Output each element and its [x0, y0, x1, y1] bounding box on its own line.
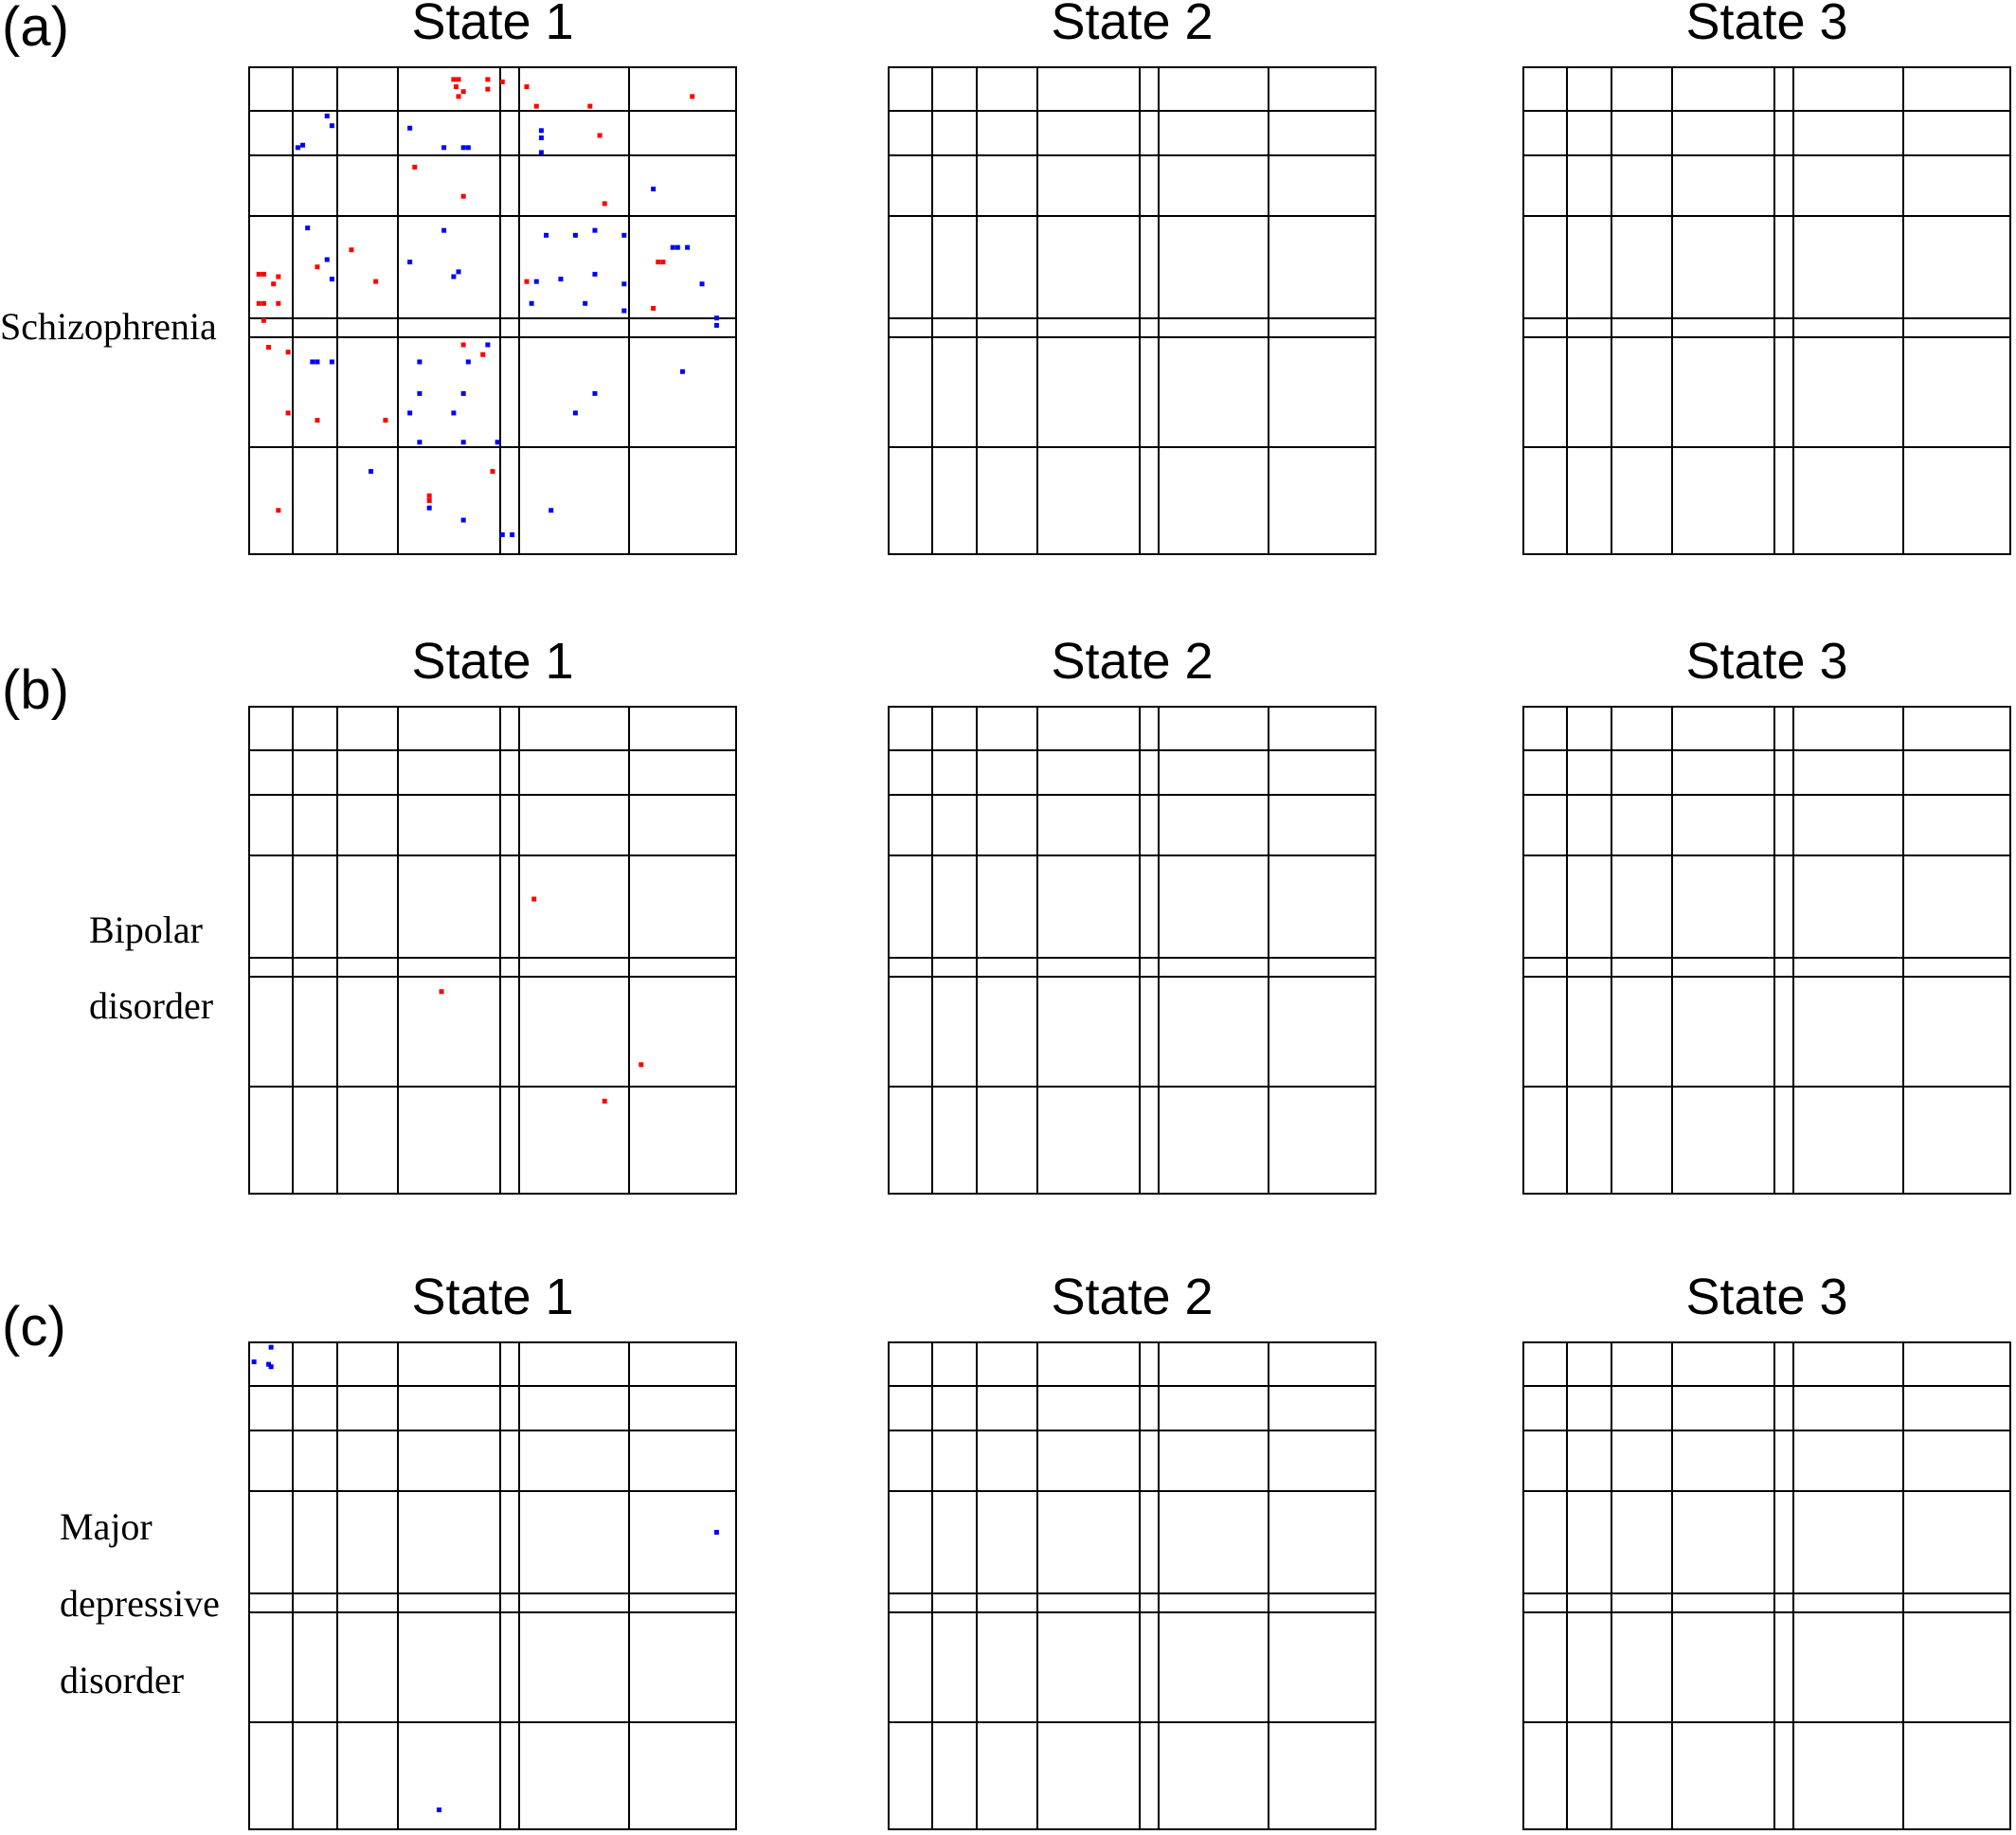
positive-connection-cell [276, 301, 280, 306]
positive-connection-cell [349, 247, 353, 252]
negative-connection-cell [671, 245, 675, 250]
positive-connection-cell [587, 104, 592, 109]
negative-connection-cell [310, 359, 315, 364]
row-label-line: disorder [89, 984, 214, 1027]
row-label-line: Major [60, 1505, 153, 1548]
negative-connection-cell [592, 228, 597, 233]
negative-connection-cell [369, 469, 373, 474]
positive-connection-cell [531, 897, 536, 902]
negative-connection-cell [685, 245, 690, 250]
positive-connection-cell [315, 418, 319, 423]
positive-connection-cell [485, 87, 490, 92]
negative-connection-cell [451, 410, 456, 415]
negative-connection-cell [510, 532, 514, 537]
panel-row-3 [2, 1268, 2010, 1829]
negative-connection-cell [269, 1364, 274, 1369]
state-title: State 2 [1051, 0, 1214, 50]
row-label-line: disorder [60, 1659, 185, 1701]
negative-connection-cell [539, 128, 544, 133]
negative-connection-cell [269, 1345, 274, 1350]
positive-connection-cell [651, 306, 656, 311]
negative-connection-cell [325, 114, 330, 118]
positive-connection-cell [427, 494, 432, 498]
state-matrix [1523, 1268, 2010, 1829]
positive-connection-cell [500, 80, 505, 84]
negative-connection-cell [417, 391, 422, 396]
negative-connection-cell [700, 281, 705, 286]
positive-connection-cell [603, 1099, 607, 1104]
positive-connection-cell [656, 260, 660, 264]
positive-connection-cell [257, 301, 261, 306]
negative-connection-cell [300, 143, 305, 148]
negative-connection-cell [437, 1808, 441, 1812]
state-matrix [249, 0, 736, 554]
negative-connection-cell [549, 508, 553, 513]
positive-connection-cell [440, 989, 444, 994]
negative-connection-cell [315, 359, 319, 364]
panel-letter: (b) [2, 659, 69, 721]
row-label-line: depressive [60, 1582, 220, 1625]
state-title: State 2 [1051, 633, 1214, 690]
negative-connection-cell [451, 275, 456, 279]
negative-connection-cell [252, 1359, 257, 1364]
negative-connection-cell [621, 281, 626, 286]
negative-connection-cell [621, 309, 626, 314]
negative-connection-cell [485, 342, 490, 347]
positive-connection-cell [480, 352, 485, 357]
positive-connection-cell [457, 77, 461, 81]
state-matrix [889, 1268, 1376, 1829]
negative-connection-cell [441, 145, 446, 150]
negative-connection-cell [680, 369, 685, 374]
state-matrix [249, 633, 736, 1194]
positive-connection-cell [524, 84, 529, 89]
matrix-frame [249, 707, 736, 1194]
negative-connection-cell [330, 277, 334, 281]
panel-row-1 [0, 0, 2010, 554]
matrix-frame [889, 707, 1376, 1194]
negative-connection-cell [714, 1530, 719, 1535]
negative-connection-cell [466, 359, 471, 364]
negative-connection-cell [583, 301, 587, 306]
positive-connection-cell [315, 264, 319, 269]
negative-connection-cell [330, 123, 334, 128]
matrix-frame [249, 1342, 736, 1829]
negative-connection-cell [461, 145, 466, 150]
negative-connection-cell [461, 440, 466, 444]
matrix-frame [249, 67, 736, 554]
positive-connection-cell [373, 279, 378, 284]
positive-connection-cell [257, 272, 261, 277]
negative-connection-cell [305, 225, 310, 230]
negative-connection-cell [534, 279, 539, 284]
negative-connection-cell [675, 245, 680, 250]
negative-connection-cell [427, 506, 432, 511]
row-label-line: Schizophrenia [0, 305, 217, 348]
negative-connection-cell [441, 228, 446, 233]
state-title: State 3 [1685, 1268, 1848, 1325]
negative-connection-cell [621, 233, 626, 238]
positive-connection-cell [261, 272, 266, 277]
negative-connection-cell [558, 277, 563, 281]
positive-connection-cell [461, 342, 466, 347]
negative-connection-cell [651, 187, 656, 191]
positive-connection-cell [286, 350, 291, 354]
positive-connection-cell [485, 77, 490, 81]
positive-connection-cell [276, 275, 280, 279]
state-title: State 1 [411, 1268, 574, 1325]
panel-row-2 [2, 633, 2010, 1194]
row-label-line: Bipolar [89, 909, 203, 951]
state-matrix [889, 633, 1376, 1194]
negative-connection-cell [457, 269, 461, 274]
positive-connection-cell [427, 498, 432, 503]
positive-connection-cell [271, 281, 276, 286]
state-matrix [1523, 0, 2010, 554]
positive-connection-cell [261, 301, 266, 306]
matrix-frame [1523, 1342, 2010, 1829]
positive-connection-cell [660, 260, 665, 264]
positive-connection-cell [603, 201, 607, 206]
positive-connection-cell [286, 410, 291, 415]
negative-connection-cell [407, 260, 412, 264]
positive-connection-cell [524, 279, 529, 284]
panel-letter: (c) [2, 1296, 66, 1358]
positive-connection-cell [454, 84, 459, 89]
negative-connection-cell [592, 272, 597, 277]
state-matrix [249, 1268, 736, 1829]
negative-connection-cell [407, 126, 412, 131]
state-title: State 2 [1051, 1268, 1214, 1325]
state-matrix [889, 0, 1376, 554]
positive-connection-cell [534, 104, 539, 109]
positive-connection-cell [457, 94, 461, 99]
positive-connection-cell [266, 345, 271, 350]
negative-connection-cell [539, 135, 544, 140]
state-title: State 3 [1685, 0, 1848, 50]
positive-connection-cell [461, 194, 466, 199]
negative-connection-cell [407, 410, 412, 415]
positive-connection-cell [639, 1062, 643, 1067]
negative-connection-cell [461, 391, 466, 396]
negative-connection-cell [500, 532, 505, 537]
positive-connection-cell [690, 94, 694, 99]
negative-connection-cell [466, 145, 471, 150]
negative-connection-cell [592, 391, 597, 396]
positive-connection-cell [261, 318, 266, 323]
positive-connection-cell [383, 418, 387, 423]
positive-connection-cell [491, 469, 495, 474]
negative-connection-cell [714, 315, 719, 320]
positive-connection-cell [461, 89, 466, 94]
negative-connection-cell [461, 518, 466, 523]
negative-connection-cell [530, 301, 534, 306]
state-title: State 3 [1685, 633, 1848, 690]
negative-connection-cell [417, 440, 422, 444]
negative-connection-cell [573, 233, 578, 238]
negative-connection-cell [573, 410, 578, 415]
positive-connection-cell [412, 165, 417, 170]
matrix-frame [889, 1342, 1376, 1829]
positive-connection-cell [598, 133, 603, 137]
negative-connection-cell [417, 359, 422, 364]
positive-connection-cell [451, 77, 456, 81]
matrix-frame [1523, 67, 2010, 554]
negative-connection-cell [296, 145, 300, 150]
negative-connection-cell [544, 233, 549, 238]
matrix-frame [1523, 707, 2010, 1194]
negative-connection-cell [714, 323, 719, 328]
state-matrix [1523, 633, 2010, 1194]
state-title: State 1 [411, 0, 574, 50]
state-title: State 1 [411, 633, 574, 690]
panel-letter: (a) [2, 0, 69, 58]
negative-connection-cell [495, 440, 500, 444]
negative-connection-cell [325, 258, 330, 262]
negative-connection-cell [539, 150, 544, 154]
negative-connection-cell [330, 359, 334, 364]
positive-connection-cell [276, 508, 280, 513]
matrix-frame [889, 67, 1376, 554]
